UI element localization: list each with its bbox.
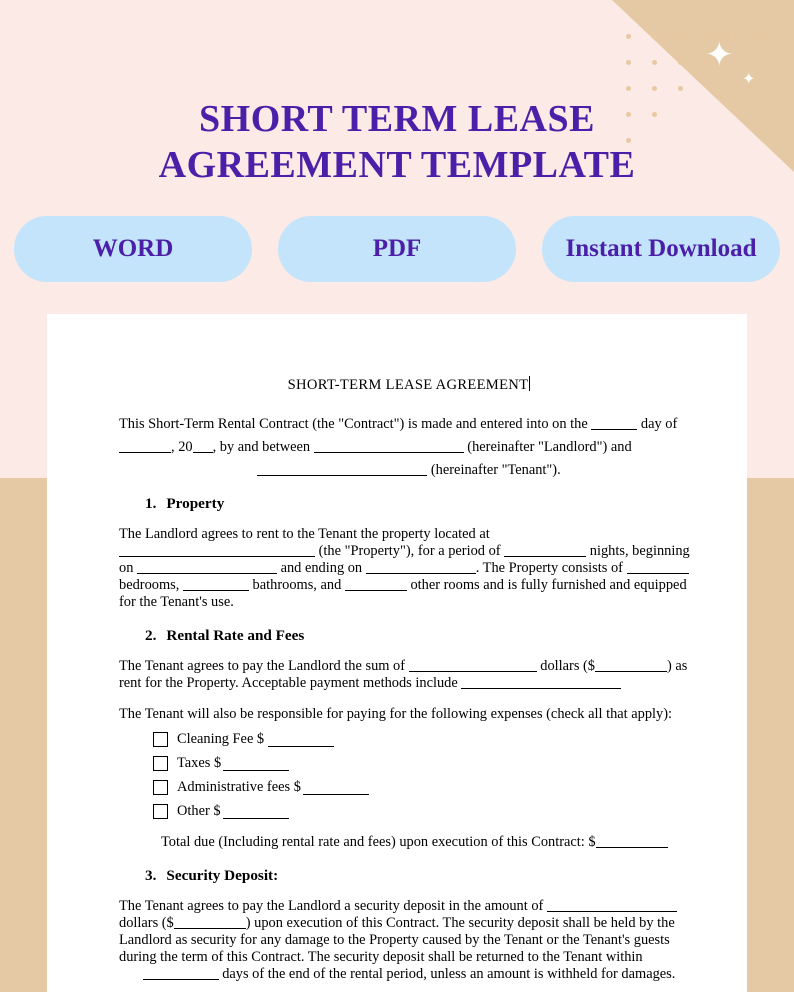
document-preview — [47, 314, 747, 992]
blank-month — [119, 439, 171, 453]
section-3-paragraph-continued — [119, 966, 699, 983]
s1-text-7: other rooms and is fully furnished and equipped for the Tenant's use. — [119, 577, 687, 610]
section-title-1: Property — [166, 495, 225, 512]
expense-checklist — [153, 731, 699, 820]
checklist-item-administrative-fees[interactable] — [153, 779, 699, 796]
checkbox-icon[interactable] — [153, 756, 168, 771]
checklist-item-cleaning-fee[interactable] — [153, 731, 699, 748]
checklist-item-taxes[interactable] — [153, 755, 699, 772]
s2-text-2: ) as rent for the Property. Acceptable payment methods include — [119, 658, 688, 691]
section-3-paragraph — [119, 898, 699, 966]
checklist-label-cleaning-fee: Cleaning Fee $ — [177, 731, 265, 747]
blank-bedrooms — [627, 560, 689, 574]
section-title-2: Rental Rate and Fees — [166, 627, 305, 644]
section-number-3: 3. — [145, 867, 157, 884]
section-number-1: 1. — [145, 495, 157, 512]
format-badges — [0, 216, 794, 282]
sparkle-small-icon: ✦ — [742, 71, 756, 88]
section-1-paragraph — [119, 526, 699, 611]
sparkle-icon: ✦ — [705, 36, 734, 74]
section-heading-property — [145, 495, 699, 512]
blank-day — [591, 416, 637, 430]
blank-bathrooms — [183, 577, 249, 591]
document-title — [119, 376, 699, 394]
checklist-label-taxes: Taxes $ — [177, 755, 222, 771]
checkbox-icon[interactable] — [153, 780, 168, 795]
section-number-2: 2. — [145, 627, 157, 644]
blank-payment-methods — [461, 675, 621, 689]
section-heading-rental-rate — [145, 627, 699, 644]
blank-deposit-figure — [174, 915, 246, 929]
intro-text-d: , by and between — [212, 439, 314, 455]
page-title-line-2: AGREEMENT TEMPLATE — [158, 144, 636, 186]
badge-instant-download[interactable]: Instant Download — [542, 216, 780, 282]
page-title-line-1: SHORT TERM LEASE — [199, 98, 595, 140]
blank-return-days — [143, 966, 219, 980]
intro-paragraph-line-2 — [119, 439, 699, 456]
badge-word[interactable]: WORD — [14, 216, 252, 282]
s1-text-4: . The Property consists of — [475, 560, 627, 576]
blank-rent-amount-words — [409, 658, 537, 672]
text-cursor — [529, 376, 530, 391]
total-due-label: Total due (Including rental rate and fees) upon execution of this Contract: $ — [161, 834, 596, 850]
section-2-rent-paragraph — [119, 658, 699, 692]
section-2-expenses-intro: The Tenant will also be responsible for paying for the following expenses (check all that apply): — [119, 706, 673, 722]
blank-begin-date — [137, 560, 277, 574]
checkbox-icon[interactable] — [153, 732, 168, 747]
blank-rent-amount-figure — [595, 658, 667, 672]
blank-year — [193, 439, 213, 453]
blank-other-rooms — [345, 577, 407, 591]
intro-text-c: , 20 — [171, 439, 193, 455]
blank-total-due — [596, 834, 668, 848]
badge-pdf[interactable]: PDF — [278, 216, 516, 282]
s2-text-1: dollars ($ — [536, 658, 596, 674]
checklist-label-administrative-fees: Administrative fees $ — [177, 779, 301, 795]
s1-text-2: nights, beginning on — [119, 543, 690, 576]
intro-text-a: This Short-Term Rental Contract (the "Contract") is made and entered into on the — [119, 416, 592, 432]
s1-text-3: and ending on — [277, 560, 366, 576]
blank-tenant — [257, 462, 427, 476]
s2-text-0: The Tenant agrees to pay the Landlord the sum of — [119, 658, 409, 674]
intro-text-f: (hereinafter "Tenant"). — [427, 462, 561, 478]
blank-landlord — [314, 439, 464, 453]
blank-cleaning-fee — [268, 733, 334, 747]
intro-text-b: day of — [637, 416, 678, 432]
section-2-total-line — [161, 834, 699, 851]
s3-text-2: ) upon execution of this Contract. The security deposit shall be held by the Landlord as security for any damage to the Property caused by the Tenant or the Tenant's guests during the term of this Contract. The security deposit shall be returned to the Tenant within — [119, 915, 675, 965]
s1-text-1: (the "Property"), for a period of — [315, 543, 505, 559]
intro-paragraph-line-3 — [119, 462, 699, 479]
blank-deposit-words — [547, 898, 677, 912]
section-heading-security-deposit — [145, 867, 699, 884]
s1-text-6: bathrooms, and — [248, 577, 345, 593]
intro-paragraph-line-1 — [119, 416, 699, 433]
page-title — [0, 96, 794, 188]
blank-taxes — [223, 757, 289, 771]
blank-property-address — [119, 543, 315, 557]
blank-other — [223, 805, 289, 819]
section-title-3: Security Deposit: — [166, 867, 279, 884]
blank-administrative-fees — [303, 781, 369, 795]
s3-text-0: The Tenant agrees to pay the Landlord a security deposit in the amount of — [119, 898, 547, 914]
checklist-item-other[interactable] — [153, 803, 699, 820]
document-title-text: SHORT-TERM LEASE AGREEMENT — [287, 377, 529, 393]
intro-text-e: (hereinafter "Landlord") and — [463, 439, 632, 455]
blank-end-date — [366, 560, 476, 574]
s1-text-5: bedrooms, — [119, 577, 183, 593]
s3-text-1: dollars ($ — [119, 915, 174, 931]
s1-text-0: The Landlord agrees to rent to the Tenant the property located at — [119, 526, 490, 542]
s3-text-3: days of the end of the rental period, unless an amount is withheld for damages. — [218, 966, 676, 982]
checkbox-icon[interactable] — [153, 804, 168, 819]
checklist-label-other: Other $ — [177, 803, 221, 819]
blank-nights — [504, 543, 586, 557]
